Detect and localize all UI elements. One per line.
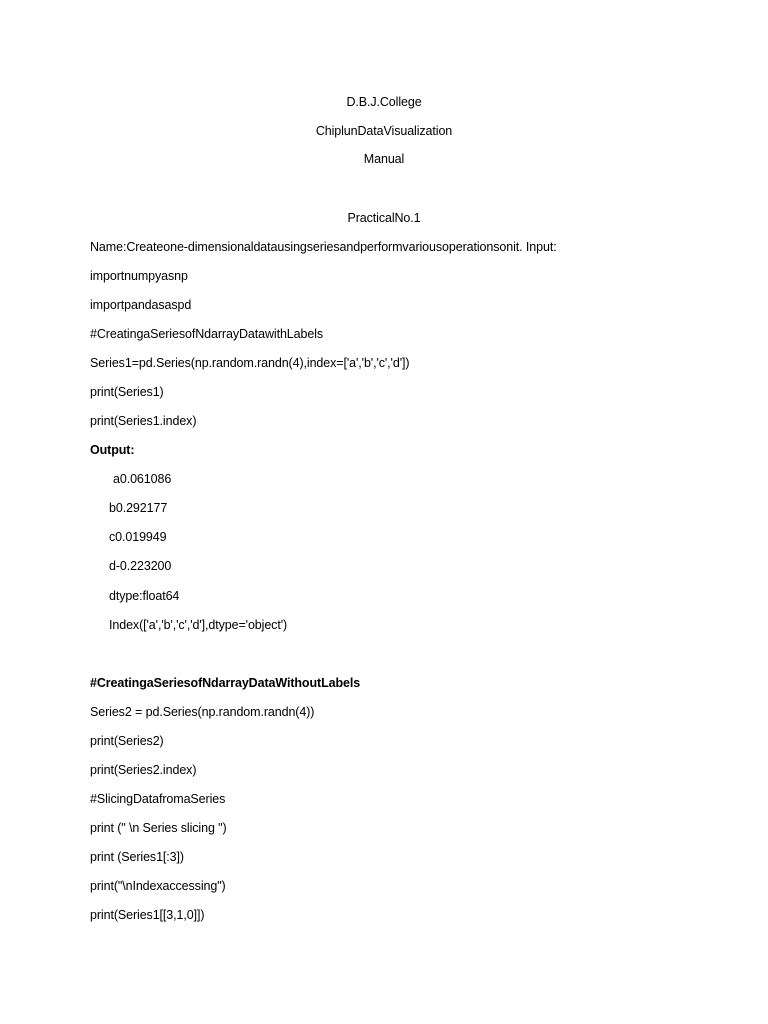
practical-name: Name:Createone-dimensionaldatausingseriesandperformvariousoperationsonit. Input: <box>90 240 557 254</box>
output-line: d-0.223200 <box>109 559 172 573</box>
output-label: Output: <box>90 443 135 457</box>
output-line: a0.061086 <box>113 472 172 486</box>
output-line: b0.292177 <box>109 501 168 515</box>
code-line: print("\nIndexaccessing") <box>90 879 226 893</box>
code-line: print(Series1.index) <box>90 414 197 428</box>
code-comment: #CreatingaSeriesofNdarrayDatawithLabels <box>90 327 324 341</box>
code-line: print (Series1[:3]) <box>90 850 184 864</box>
code-line: print(Series1) <box>90 385 164 399</box>
section-heading: #CreatingaSeriesofNdarrayDataWithoutLabels <box>90 676 361 690</box>
code-line: print(Series2.index) <box>90 763 197 777</box>
code-comment: #SlicingDatafromaSeries <box>90 792 226 806</box>
manual-title: Manual <box>363 152 405 166</box>
code-line: print(Series2) <box>90 734 164 748</box>
output-line: Index(['a','b','c','d'],dtype='object') <box>109 618 288 632</box>
output-line: dtype:float64 <box>109 589 180 603</box>
code-line: print (" \n Series slicing ") <box>90 821 227 835</box>
code-line: print(Series1[[3,1,0]]) <box>90 908 205 922</box>
output-line: c0.019949 <box>109 530 167 544</box>
practical-title: PracticalNo.1 <box>347 211 421 225</box>
subject-title: ChiplunDataVisualization <box>315 124 453 138</box>
code-line: importpandasaspd <box>90 298 192 312</box>
code-line: Series1=pd.Series(np.random.randn(4),index=['a','b','c','d']) <box>90 356 410 370</box>
college-name: D.B.J.College <box>346 95 422 109</box>
code-line: importnumpyasnp <box>90 269 188 283</box>
code-line: Series2 = pd.Series(np.random.randn(4)) <box>90 705 315 719</box>
